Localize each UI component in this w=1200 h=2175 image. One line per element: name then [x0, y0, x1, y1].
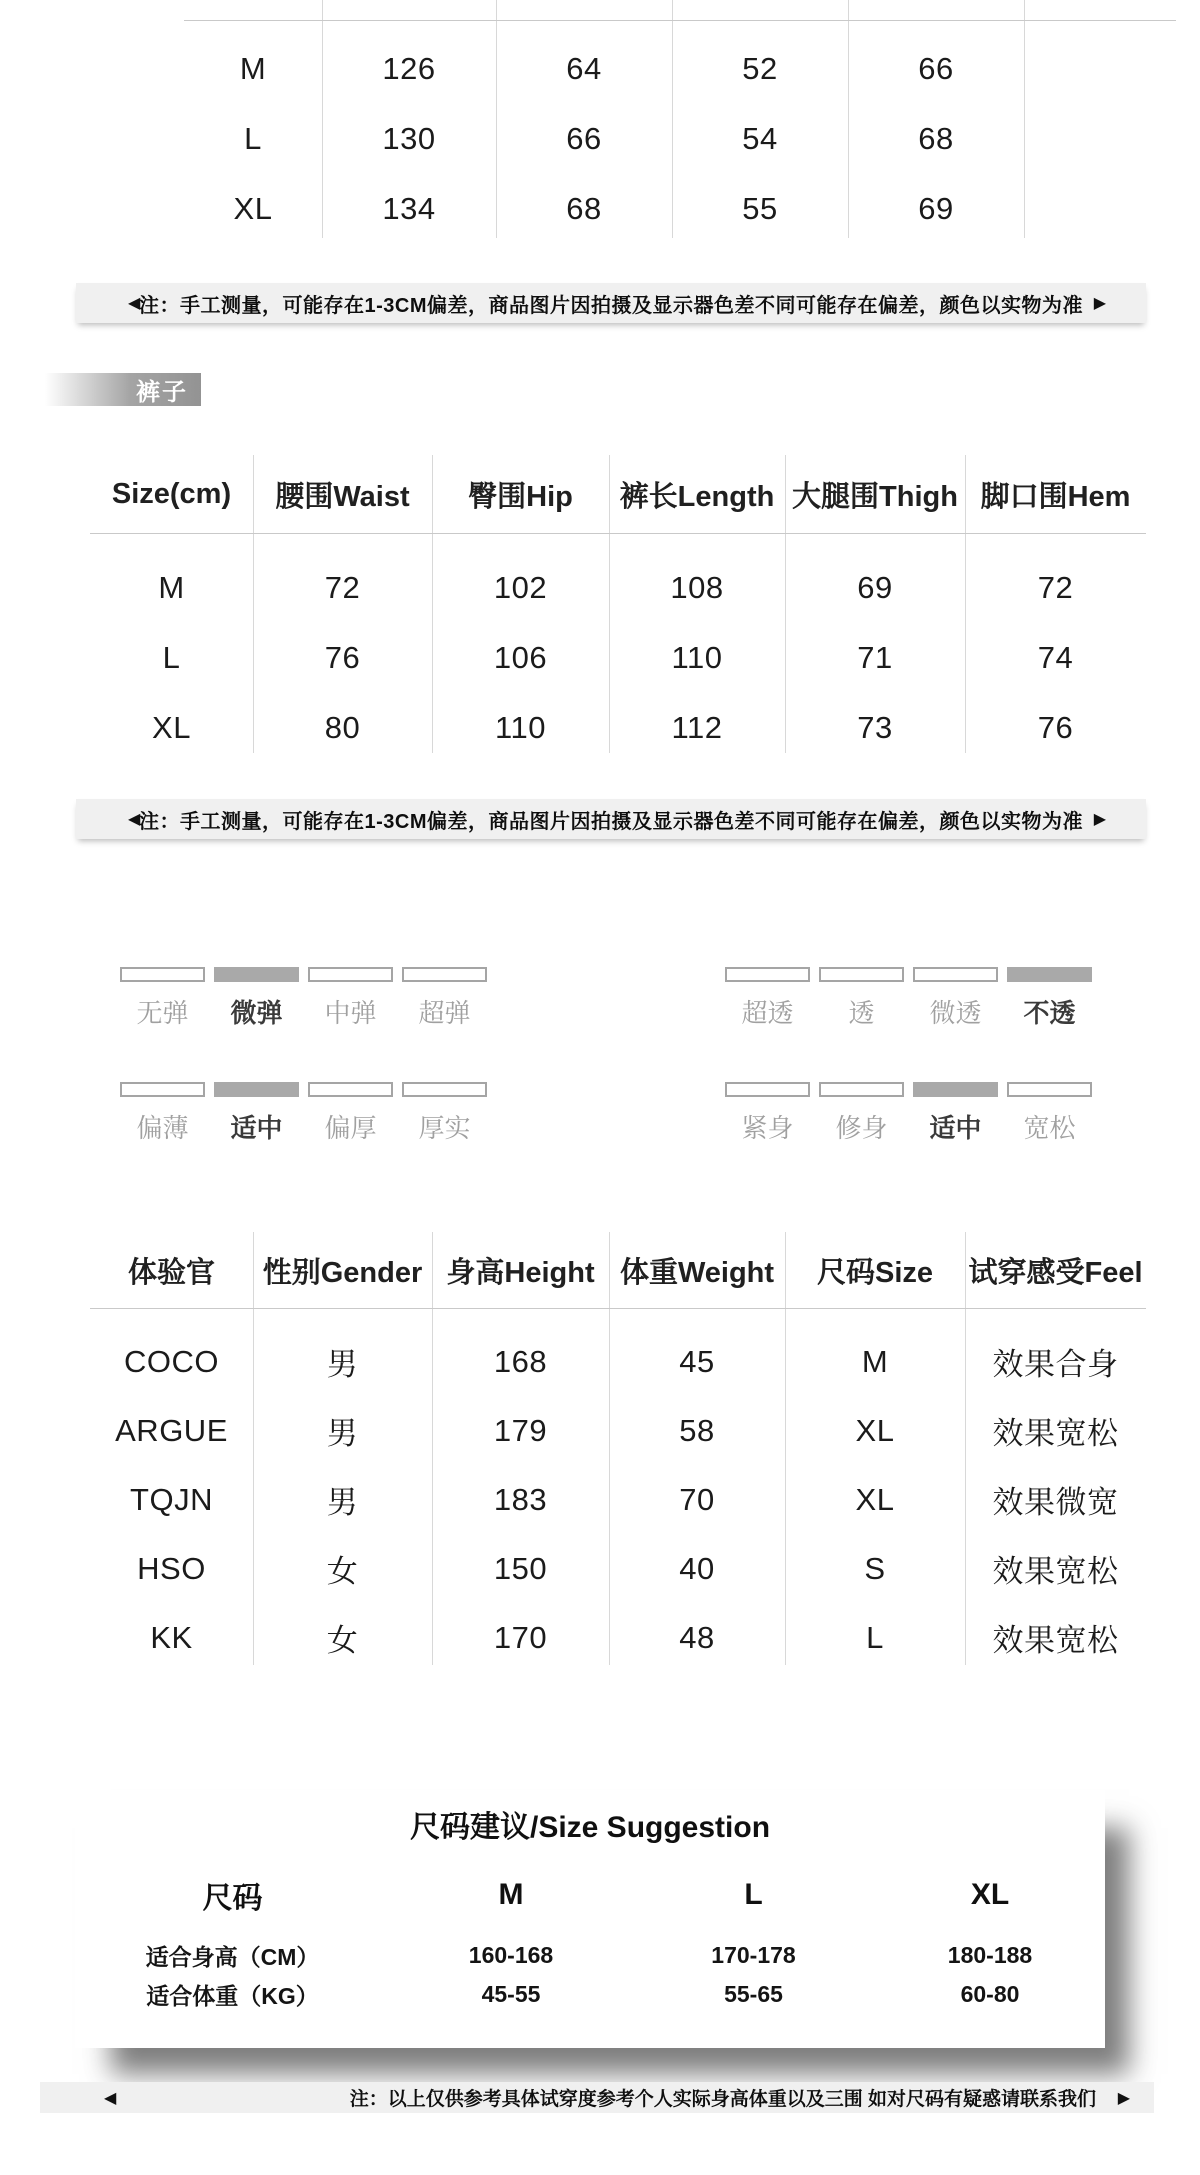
scale-label: 微透	[929, 998, 982, 1028]
size-cell: L	[162, 640, 181, 675]
fit-table-body	[90, 1308, 1146, 1672]
scale-option	[214, 1082, 299, 1141]
table-cell: 40	[679, 1550, 715, 1586]
fit-scale	[725, 1082, 1092, 1141]
table-cell: 110	[671, 640, 723, 675]
table-cell: 效果宽松	[992, 1623, 1119, 1658]
table-cell: 170	[493, 1619, 548, 1655]
scale-label: 厚实	[418, 1113, 471, 1143]
scale-box	[402, 1082, 487, 1097]
size-suggestion-card	[75, 1790, 1105, 2048]
suggestion-cell: 适合体重（KG）	[146, 1982, 319, 2009]
table-cell: 130	[382, 121, 436, 156]
scale-option	[308, 967, 393, 1026]
column-header: 腰围Waist	[275, 480, 410, 513]
measure-note-text: 注：手工测量，可能存在1-3CM偏差，商品图片因拍摄及显示器色差不同可能存在偏差，颜色以实物为准	[138, 294, 1083, 317]
transparency-scale	[725, 967, 1092, 1026]
scale-box	[1007, 967, 1092, 982]
table-cell: M	[861, 1343, 889, 1379]
table-cell: 效果微宽	[992, 1485, 1119, 1520]
scale-option	[402, 967, 487, 1026]
scale-label: 透	[848, 998, 875, 1028]
table-cell: 52	[742, 51, 778, 86]
table-row	[184, 34, 1176, 104]
suggestion-cell: 55-65	[724, 1980, 783, 2007]
suggestion-weight-row	[75, 1977, 1105, 2011]
table-cell: 179	[493, 1412, 548, 1448]
measure-note-text: 注：手工测量，可能存在1-3CM偏差，商品图片因拍摄及显示器色差不同可能存在偏差，颜色以实物为准	[138, 810, 1083, 833]
scale-option	[725, 967, 810, 1026]
scale-label: 不透	[1023, 998, 1076, 1028]
suggestion-size-row	[75, 1873, 1105, 1913]
scale-box	[214, 967, 299, 982]
column-header: 试穿感受Feel	[968, 1256, 1143, 1289]
column-header: 大腿围Thigh	[792, 480, 958, 513]
scale-option	[120, 967, 205, 1026]
scale-option	[402, 1082, 487, 1141]
table-cell: 58	[679, 1412, 715, 1448]
table-cell: 男	[326, 1416, 359, 1451]
left-arrow-icon: ◀	[128, 295, 141, 312]
bottom-note-text: 注：以上仅供参考具体试穿度参考个人实际身高体重以及三围 如对尺码有疑惑请联系我们	[349, 2089, 1096, 2110]
table-cell: 76	[324, 640, 361, 675]
table-cell: 72	[1037, 570, 1074, 605]
scale-option	[725, 1082, 810, 1141]
table-row	[184, 104, 1176, 174]
column-header: 脚口围Hem	[980, 480, 1131, 513]
scale-option	[819, 1082, 904, 1141]
table-cell: 69	[918, 191, 954, 226]
scale-option	[913, 1082, 998, 1141]
column-header: 身高Height	[446, 1256, 595, 1289]
scale-label: 紧身	[741, 1113, 794, 1143]
suggestion-cell: 180-188	[947, 1941, 1033, 1968]
table-cell: 68	[918, 121, 954, 156]
scale-box	[214, 1082, 299, 1097]
size-cell: L	[244, 121, 262, 156]
table-cell: 71	[857, 640, 893, 675]
pants-table-body	[90, 533, 1146, 763]
size-cell: XL	[233, 191, 273, 226]
column-header: Size(cm)	[111, 477, 232, 510]
scale-label: 适中	[929, 1113, 982, 1143]
table-cell: 108	[670, 570, 724, 605]
fit-review-table	[90, 1232, 1146, 1665]
stretch-scale	[120, 967, 487, 1026]
right-arrow-icon: ▶	[1093, 811, 1106, 828]
table-row	[184, 174, 1176, 244]
table-row	[90, 553, 1146, 623]
scale-box	[819, 1082, 904, 1097]
suggestion-cell: 160-168	[468, 1941, 554, 1968]
column-header: 性别Gender	[262, 1256, 423, 1289]
suggestion-cell: 45-55	[481, 1980, 541, 2007]
table-cell: S	[864, 1550, 886, 1586]
suggestion-cell: XL	[970, 1878, 1010, 1911]
scale-box	[1007, 1082, 1092, 1097]
table-cell: 66	[566, 121, 602, 156]
scale-option	[214, 967, 299, 1026]
table-row	[90, 623, 1146, 693]
fit-table-header	[90, 1232, 1146, 1308]
table-cell: 64	[566, 51, 602, 86]
bottom-note-bar	[40, 2082, 1154, 2113]
size-cell: XL	[152, 710, 191, 745]
scale-option	[1007, 967, 1092, 1026]
column-header: 体重Weight	[619, 1256, 775, 1289]
scale-box	[308, 967, 393, 982]
table-cell: L	[866, 1619, 884, 1655]
table-row	[90, 1465, 1146, 1534]
table-row	[90, 1534, 1146, 1603]
column-header: 裤长Length	[619, 480, 775, 513]
size-cell: M	[158, 570, 185, 605]
column-header: 体验官	[127, 1256, 215, 1289]
table-cell: 110	[495, 710, 546, 745]
suggestion-cell: 170-178	[711, 1941, 796, 1968]
table-cell: 80	[324, 710, 361, 745]
table-cell: 134	[382, 191, 436, 226]
table-cell: 54	[742, 121, 778, 156]
table-cell: 112	[671, 710, 723, 745]
table-cell: 126	[382, 51, 436, 86]
reviewer-cell: ARGUE	[115, 1412, 228, 1448]
table-cell: 183	[493, 1481, 548, 1517]
scale-box	[725, 967, 810, 982]
measure-note-bar	[76, 799, 1146, 839]
suggestion-cell: 适合身高（CM）	[145, 1943, 320, 1970]
column-header: 臀围Hip	[468, 480, 573, 513]
scale-box	[913, 967, 998, 982]
scale-option	[819, 967, 904, 1026]
table-cell: 73	[857, 710, 893, 745]
right-arrow-icon: ▶	[1117, 2089, 1130, 2107]
table-cell: 男	[326, 1347, 359, 1382]
thickness-scale	[120, 1082, 487, 1141]
scale-box	[402, 967, 487, 982]
table-cell: 76	[1037, 710, 1074, 745]
table-cell: 72	[324, 570, 361, 605]
table-cell: 74	[1037, 640, 1074, 675]
table-cell: 69	[857, 570, 893, 605]
scale-label: 偏厚	[324, 1113, 377, 1143]
pants-size-table	[90, 455, 1146, 753]
reviewer-cell: TQJN	[130, 1481, 213, 1517]
suggestion-cell: L	[744, 1878, 763, 1911]
top-table-body	[184, 20, 1176, 244]
table-cell: 效果宽松	[992, 1416, 1119, 1451]
table-row	[90, 693, 1146, 763]
table-cell: 168	[493, 1343, 548, 1379]
table-cell: 66	[918, 51, 954, 86]
size-cell: M	[239, 51, 267, 86]
suggestion-cell: 尺码	[202, 1882, 263, 1915]
table-cell: 45	[679, 1343, 715, 1379]
table-cell: 效果宽松	[992, 1554, 1119, 1589]
scale-box	[725, 1082, 810, 1097]
table-cell: 女	[326, 1623, 359, 1658]
scale-box	[120, 967, 205, 982]
table-cell: XL	[855, 1412, 895, 1448]
scale-label: 微弹	[230, 998, 283, 1028]
table-cell: 48	[679, 1619, 715, 1655]
table-cell: 女	[326, 1554, 359, 1589]
scale-label: 无弹	[136, 998, 189, 1028]
scale-box	[308, 1082, 393, 1097]
reviewer-cell: KK	[150, 1619, 193, 1655]
table-row	[90, 1327, 1146, 1396]
table-cell: 102	[493, 570, 548, 605]
table-cell: 效果合身	[992, 1347, 1119, 1382]
table-row	[90, 1603, 1146, 1672]
right-arrow-icon: ▶	[1093, 295, 1106, 312]
left-arrow-icon: ◀	[104, 2089, 117, 2107]
scale-box	[913, 1082, 998, 1097]
suggestion-cell: 60-80	[960, 1980, 1020, 2007]
suggestion-cell: M	[498, 1878, 524, 1911]
table-cell: 男	[326, 1485, 359, 1520]
scale-option	[120, 1082, 205, 1141]
scale-box	[819, 967, 904, 982]
pants-section-label: 裤子	[45, 373, 201, 406]
scale-label: 修身	[835, 1113, 888, 1143]
scale-label: 适中	[230, 1113, 283, 1143]
table-cell: 68	[566, 191, 602, 226]
scale-option	[308, 1082, 393, 1141]
table-cell: 70	[679, 1481, 715, 1517]
pants-table-header	[90, 455, 1146, 533]
table-cell: 55	[742, 191, 778, 226]
scale-label: 中弹	[324, 998, 377, 1028]
measure-note-bar	[76, 283, 1146, 323]
left-arrow-icon: ◀	[128, 811, 141, 828]
reviewer-cell: COCO	[124, 1343, 219, 1379]
reviewer-cell: HSO	[137, 1550, 206, 1586]
scale-option	[1007, 1082, 1092, 1141]
table-cell: 106	[493, 640, 548, 675]
scale-box	[120, 1082, 205, 1097]
scale-label: 偏薄	[136, 1113, 189, 1143]
size-suggestion-title: 尺码建议/Size Suggestion	[409, 1811, 771, 1844]
scale-option	[913, 967, 998, 1026]
table-cell: 150	[493, 1550, 548, 1586]
scale-label: 宽松	[1023, 1113, 1076, 1143]
table-cell: XL	[855, 1481, 895, 1517]
suggestion-height-row	[75, 1938, 1105, 1972]
scale-label: 超弹	[418, 998, 471, 1028]
column-header: 尺码Size	[816, 1256, 934, 1289]
scale-label: 超透	[741, 998, 794, 1028]
table-row	[90, 1396, 1146, 1465]
top-size-table	[184, 0, 1176, 238]
